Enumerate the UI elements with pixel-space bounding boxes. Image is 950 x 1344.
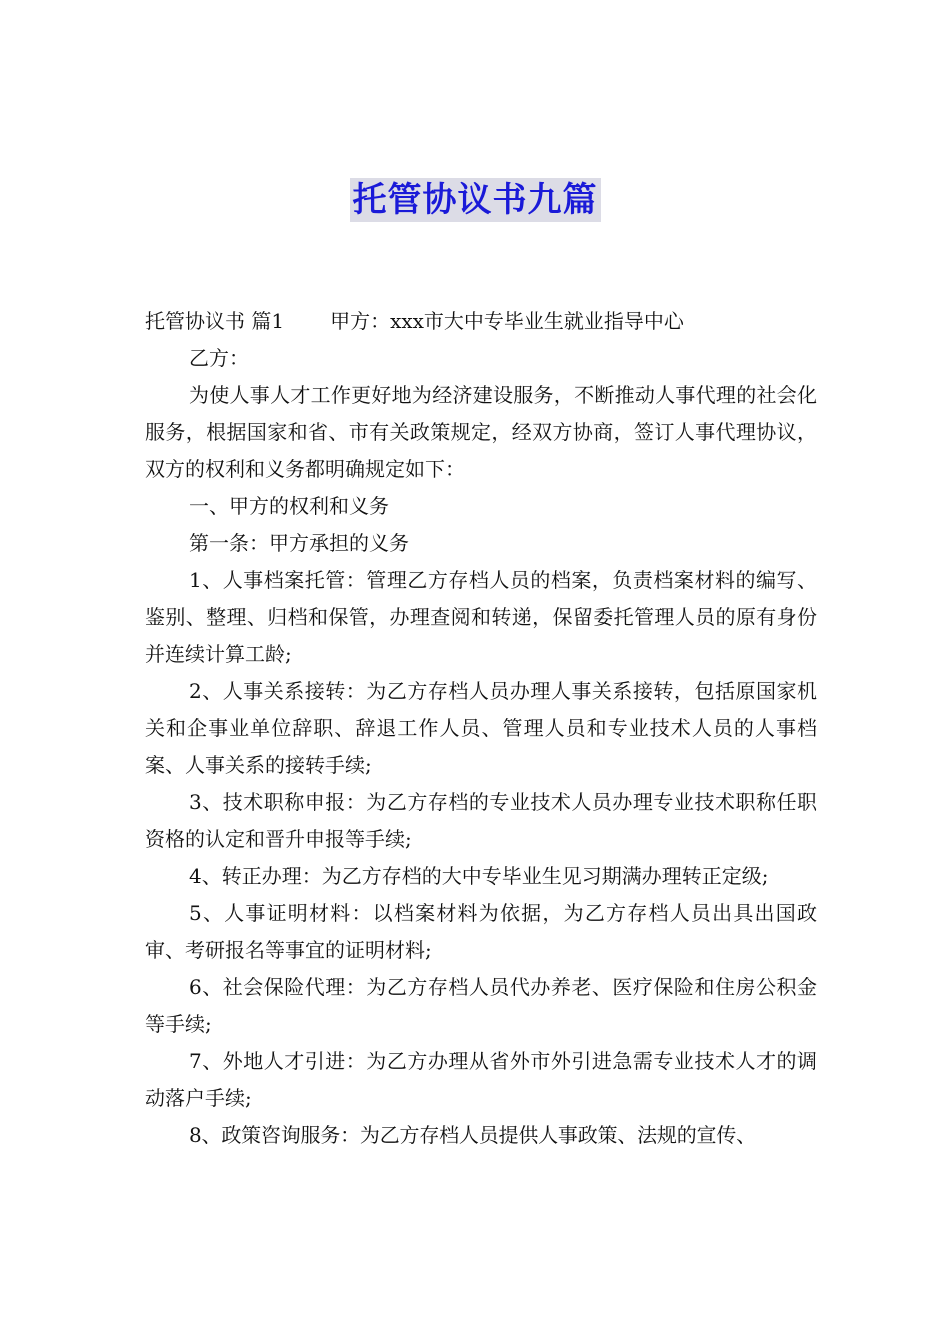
intro-line [145, 303, 817, 340]
paragraph-item-7: 7、外地人才引进：为乙方办理从省外市外引进急需专业技术人才的调动落户手续; [145, 1049, 817, 1110]
paragraph-item-6: 6、社会保险代理：为乙方存档人员代办养老、医疗保险和住房公积金等手续; [145, 975, 817, 1036]
paragraph-section-1-heading: 一、甲方的权利和义务 [189, 494, 389, 518]
section-heading: 托管协议书 篇1 [145, 309, 285, 333]
paragraph-item-1: 1、人事档案托管：管理乙方存档人员的档案，负责档案材料的编写、鉴别、整理、归档和保管，办理查阅和转递，保留委托管理人员的原有身份并连续计算工龄; [145, 568, 817, 666]
document-title: 托管协议书九篇 [350, 178, 601, 222]
paragraph-item-2: 2、人事关系接转：为乙方存档人员办理人事关系接转，包括原国家机关和企事业单位辞职、辞退工作人员、管理人员和专业技术人员的人事档案、人事关系的接转手续; [145, 679, 817, 777]
title-container [0, 178, 950, 222]
paragraph-item-3: 3、技术职称申报：为乙方存档的专业技术人员办理专业技术职称任职资格的认定和晋升申报等手续; [145, 790, 817, 851]
paragraph-preamble: 为使人事人才工作更好地为经济建设服务，不断推动人事代理的社会化服务，根据国家和省、市有关政策规定，经双方协商，签订人事代理协议，双方的权利和义务都明确规定如下： [145, 383, 817, 481]
paragraph-article-1-heading: 第一条：甲方承担的义务 [189, 531, 409, 555]
paragraph-item-5: 5、人事证明材料：以档案材料为依据，为乙方存档人员出具出国政审、考研报名等事宜的证明材料; [145, 901, 817, 962]
paragraph-party-b: 乙方： [189, 346, 249, 370]
document-body [145, 303, 817, 1154]
paragraph-item-8: 8、政策咨询服务：为乙方存档人员提供人事政策、法规的宣传、 [189, 1123, 756, 1147]
paragraph-item-4: 4、转正办理：为乙方存档的大中专毕业生见习期满办理转正定级; [189, 864, 769, 888]
party-a-line: 甲方：xxx市大中专毕业生就业指导中心 [330, 309, 684, 333]
